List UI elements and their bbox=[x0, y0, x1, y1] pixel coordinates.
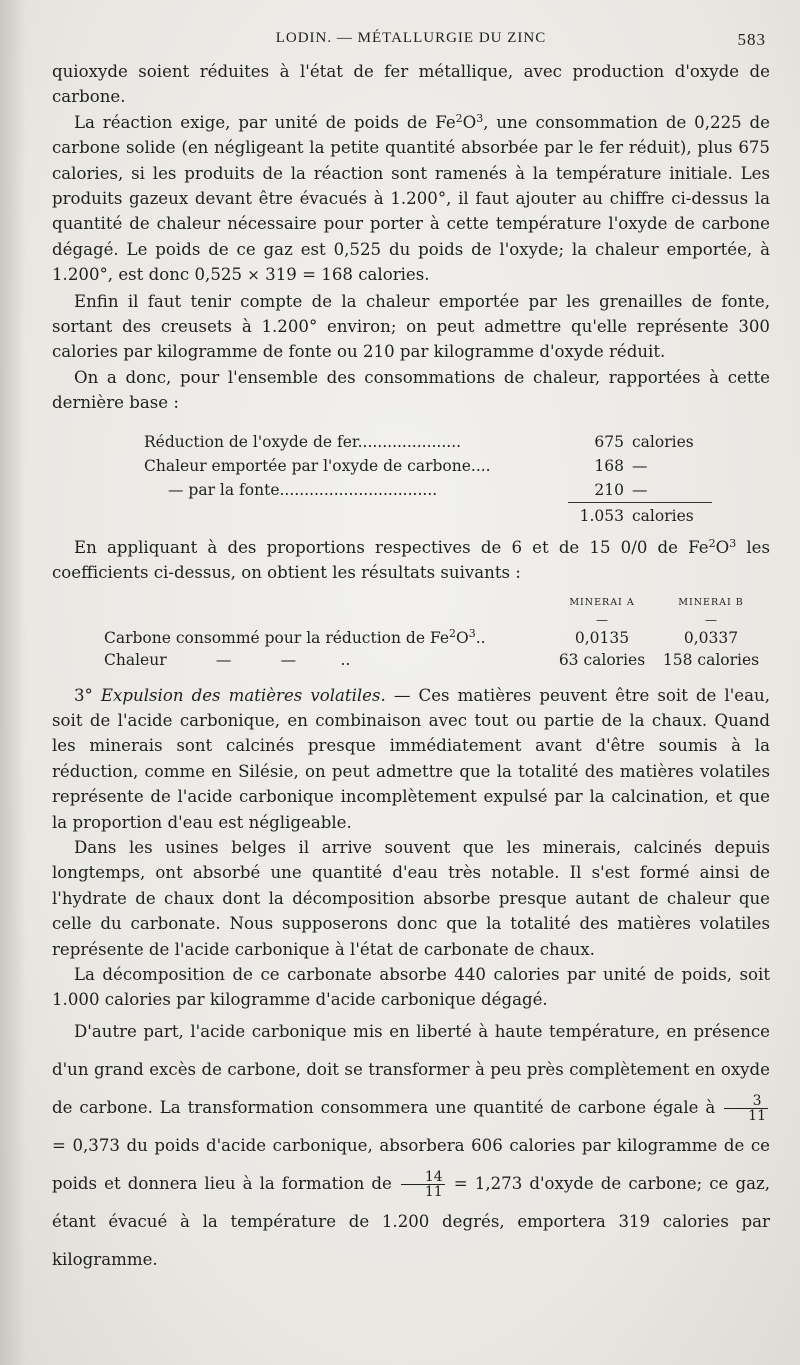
row-label: Chaleur emportée par l'oxyde de carbone.... bbox=[144, 456, 491, 475]
row-value: 210 bbox=[594, 480, 624, 499]
running-header bbox=[52, 30, 770, 47]
value-minerai-a: 63 calories bbox=[558, 650, 646, 669]
running-title: LODIN. — MÉTALLURGIE DU ZINC bbox=[275, 30, 547, 46]
table-row bbox=[144, 430, 712, 454]
value-minerai-b: 0,0337 bbox=[683, 628, 739, 647]
row-unit: — bbox=[632, 480, 648, 499]
row-unit: — bbox=[632, 456, 648, 475]
paragraph-2: La réaction exige, par unité de poids de $Fe^2O^3$, une consommation de 0,225 de carbone solide (en négligeant la petite quantité absorbée par le fer réduit), plus 675 calories, si les produits de la réaction sont ramenés à la température initiale. Les produits gazeux devant être évacués à 1.200°, il faut ajouter au chiffre ci-dessus la quantité de chaleur nécessaire pour porter à cette température l'oxyde de carbone dégagé. Le poids de ce gaz est 0,525 du poids de l'oxyde; la chaleur emportée, à 1.200°, est donc 0,525 × 319 = 168 calories. bbox=[52, 111, 770, 285]
table-row bbox=[104, 649, 770, 671]
table-row bbox=[104, 627, 770, 649]
paragraph-6: 3° Expulsion des matières volatiles. — Ces matières peuvent être soit de l'eau, soit de l'acide carbonique, en combinaison avec tout ou partie de la chaux. Quand les minerais sont calcinés presque immédiatement avant d'être soumis à la réduction, comme en Silésie, on peut admettre que la totalité des matières volatiles représente de l'acide carbonique incomplètement expulsé par la calcination, et que la proportion d'eau est négligeable. bbox=[52, 685, 770, 832]
total-unit: calories bbox=[632, 502, 712, 529]
paragraph-1: quioxyde soient réduites à l'état de fer métallique, avec production d'oxyde de carbone. bbox=[52, 62, 770, 107]
paragraph-9: D'autre part, l'acide carbonique mis en liberté à haute température, en présence d'un grand excès de carbone, doit se transformer à peu près complètement en oxyde de carbone. La transformation consommera une quantité de carbone égale à $\frac{3}{11}$ = 0,373 du poids d'acide carbonique, absorbera 606 calories par kilogramme de ce poids et donnera lieu à la formation de $\frac{14}{11}$ = 1,273 d'oxyde de carbone; ce gaz, étant évacué à la température de 1.200 degrés, emportera 319 calories par kilogramme. bbox=[52, 1021, 770, 1269]
consumption-table bbox=[144, 430, 712, 529]
row-value: 675 bbox=[594, 432, 624, 451]
results-table bbox=[104, 594, 770, 671]
section-number: 3° bbox=[74, 685, 93, 705]
fraction-14-11: $\frac{14}{11}$ bbox=[401, 1170, 445, 1199]
row-value: 168 bbox=[594, 456, 624, 475]
value-minerai-b: 158 calories bbox=[662, 650, 760, 669]
column-header-minerai-a: MINERAI A bbox=[569, 597, 635, 608]
row-label: — par la fonte................................ bbox=[168, 480, 438, 499]
section-title: Expulsion des matières volatiles. bbox=[100, 685, 386, 705]
header-row bbox=[104, 594, 770, 613]
column-header-minerai-b: MINERAI B bbox=[678, 597, 744, 608]
table-row bbox=[144, 478, 712, 503]
total-value: 1.053 bbox=[568, 502, 632, 529]
row-label: Chaleur — — .. bbox=[104, 650, 351, 669]
total-row bbox=[144, 502, 712, 529]
dash-row: — — bbox=[596, 612, 717, 627]
paragraph-4: On a donc, pour l'ensemble des consommations de chaleur, rapportées à cette dernière base : bbox=[52, 367, 770, 413]
page-number: 583 bbox=[737, 30, 766, 49]
row-label: Carbone consommé pour la réduction de $Fe^2O^3$.. bbox=[104, 626, 486, 647]
row-label: Réduction de l'oxyde de fer..................... bbox=[144, 432, 462, 451]
fraction-3-11: $\frac{3}{11}$ bbox=[724, 1094, 768, 1123]
paragraph-5: En appliquant à des proportions respectives de 6 et de 15 0/0 de $Fe^2O^3$ les coefficients ci-dessus, on obtient les résultats suivants : bbox=[52, 536, 770, 583]
row-unit: calories bbox=[632, 432, 694, 451]
paragraph-7: Dans les usines belges il arrive souvent que les minerais, calcinés depuis longtemps, ont absorbé une quantité d'eau très notable. Il s'est formé ainsi de l'hydrate de chaux dont la décomposition absorbe presque autant de chaleur que celle du carbonate. Nous supposerons donc que la totalité des matières volatiles représente de l'acide carbonique à l'état de carbonate de chaux. bbox=[52, 837, 770, 959]
multiply-sign: × bbox=[247, 266, 260, 285]
table-row bbox=[144, 454, 712, 478]
paragraph-8: La décomposition de ce carbonate absorbe 440 calories par unité de poids, soit 1.000 calories par kilogramme d'acide carbonique dégagé. bbox=[52, 964, 770, 1010]
value-minerai-a: 0,0135 bbox=[574, 628, 630, 647]
paragraph-3: Enfin il faut tenir compte de la chaleur emportée par les grenailles de fonte, sortant des creusets à 1.200° environ; on peut admettre qu'elle représente 300 calories par kilogramme de fonte ou 210 par kilogramme d'oxyde réduit. bbox=[52, 291, 770, 362]
